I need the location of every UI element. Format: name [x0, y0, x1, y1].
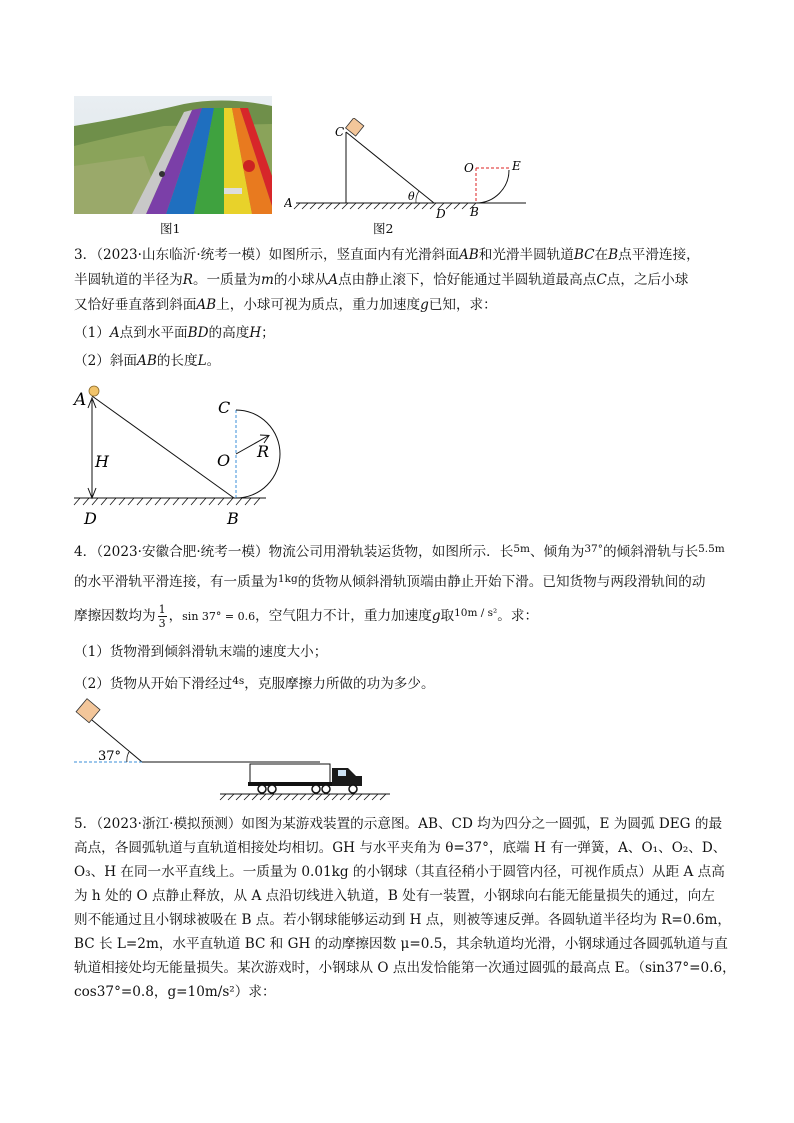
q3-fig-label-c: C: [218, 398, 231, 417]
rainbow-slide-illustration: [74, 96, 272, 214]
fig2-label-e: E: [512, 159, 521, 173]
figure2-diagram: [284, 118, 534, 218]
q3-fig-label-a: A: [74, 390, 87, 410]
truck-icon: [248, 764, 362, 793]
q3-line-2: 半圆轨道的半径为R。一质量为m的小球从A点由静止滚下，恰好能通过半圆轨道最高点C点，之后小球: [74, 272, 689, 288]
q3-fig-label-b: B: [227, 509, 239, 528]
q5-line-1: 5．（2023·浙江·模拟预测）如图为某游戏装置的示意图。AB、CD 均为四分之一圆弧，E 为圆弧 DEG 的最: [74, 816, 723, 832]
fig2-label-a: A: [284, 196, 293, 210]
q3-part-1: （1）A点到水平面BD的高度H；: [74, 325, 275, 341]
q5-line-6: BC 长 L=2m，水平直轨道 BC 和 GH 的动摩擦因数 μ=0.5，其余轨道均光滑，小钢球通过各圆弧轨道与直: [74, 936, 728, 952]
fig2-label-d: D: [436, 207, 446, 218]
q3-fig-label-h: H: [95, 452, 109, 471]
q5-line-5: 则不能通过且小钢球被吸在 B 点。若小钢球能够运动到 H 点，则被等速反弹。各圆轨道半径均为 R=0.6m，: [74, 912, 731, 928]
fig2-label-c: C: [335, 125, 345, 139]
q3-figure: [70, 380, 310, 530]
q5-line-4: 为 h 处的 O 点静止释放，从 A 点沿切线进入轨道，B 处有一装置，小钢球向右能无能量损失的通过，向左: [74, 888, 715, 904]
slide-photo: [74, 96, 272, 214]
figure2-caption: 图2: [373, 221, 394, 236]
q4-line-2: 的水平滑轨平滑连接，有一质量为$^{1kg}$的货物从倾斜滑轨顶端由静止开始下滑。已知货物与两段滑轨间的动: [74, 573, 706, 590]
q3-line-3: 又恰好垂直落到斜面AB上，小球可视为质点，重力加速度g已知，求：: [74, 297, 497, 313]
q4-figure: [70, 698, 400, 803]
q3-fig-label-d: D: [84, 509, 97, 528]
fig2-label-theta: θ: [408, 190, 415, 203]
q3-fig-label-r: R: [257, 442, 270, 461]
q4-part-2: （2）货物从开始下滑经过$^{4s}$，克服摩擦力所做的功为多少。: [74, 675, 435, 692]
q5-line-3: O₃、H 在同一水平直线上。一质量为 0.01kg 的小钢球（其直径稍小于圆管内径，可视作质点）从距 A 点高: [74, 864, 725, 880]
q4-line-1: 4．（2023·安徽合肥·统考一模）物流公司用滑轨装运货物，如图所示．长$^{5m}$、倾角为$^{37^\circ}$的倾斜滑轨与长$^{5.5m}$: [74, 543, 725, 560]
mu-fraction: $\frac{1}{3}$: [158, 603, 166, 630]
figure1-caption: 图1: [160, 221, 181, 236]
q3-fig-label-o: O: [217, 451, 231, 470]
q3-part-2: （2）斜面AB的长度L。: [74, 353, 221, 369]
q5-line-8: cos37°=0.8，g=10m/s²）求：: [74, 984, 276, 1000]
q3-line-1: 3．（2023·山东临沂·统考一模）如图所示，竖直面内有光滑斜面AB和光滑半圆轨道BC在B点平滑连接，: [74, 247, 700, 263]
q4-fig-angle: 37°: [98, 749, 122, 764]
fig2-label-o: O: [464, 161, 474, 175]
q5-line-7: 轨道相接处均无能量损失。某次游戏时，小钢球从 O 点出发恰能第一次通过圆弧的最高点 E。（sin37°=0.6，: [74, 960, 736, 976]
q4-line-3: 摩擦因数均为 $\frac{1}{3}$ ，sin 37° = 0.6，空气阻力不计，重力加速度g取$^{10m / s^2}$。求：: [74, 603, 539, 630]
q5-line-2: 高点，各圆弧轨道与直轨道相接处均相切。GH 与水平夹角为 θ=37°，底端 H 有一弹簧，A、O₁、O₂、D、: [74, 840, 727, 856]
fig2-label-b: B: [470, 205, 479, 218]
q4-part-1: （1）货物滑到倾斜滑轨末端的速度大小；: [74, 644, 328, 660]
